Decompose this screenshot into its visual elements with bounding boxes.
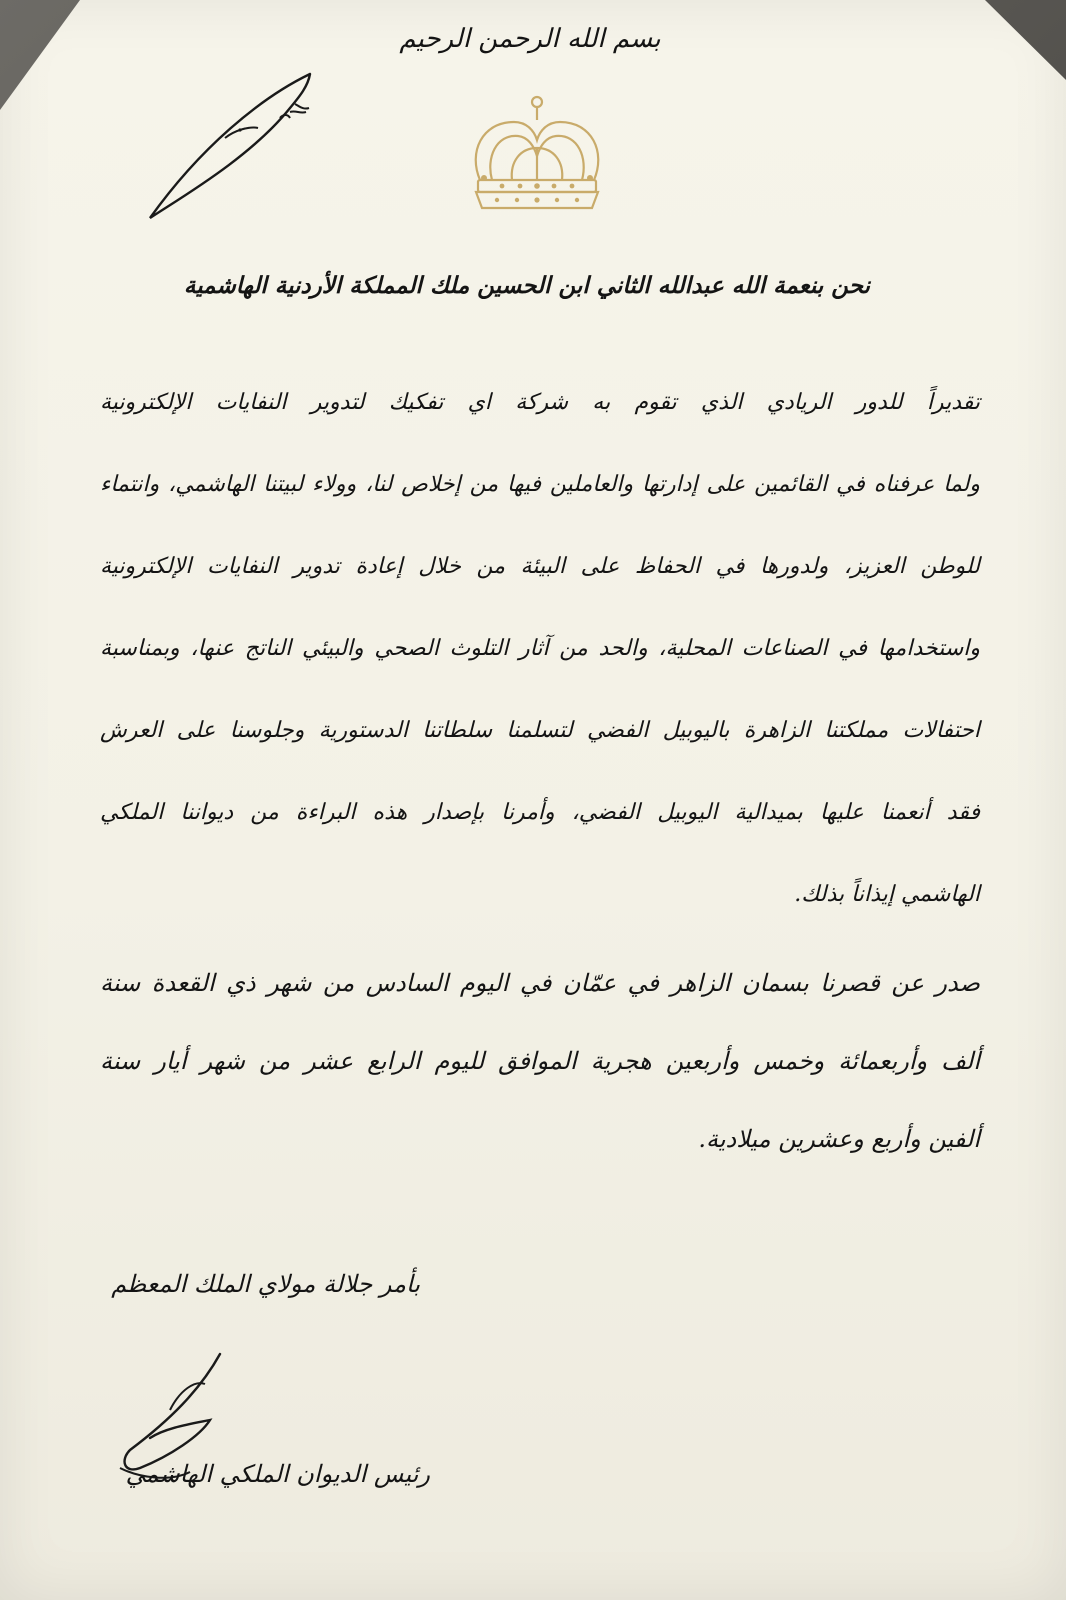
- body-line: للوطن العزيز، ولدورها في الحفاظ على البيئة من خلال إعادة تدوير النفايات الإلكترونية: [100, 554, 980, 579]
- body-line: احتفالات مملكتنا الزاهرة باليوبيل الفضي لتسلمنا سلطاتنا الدستورية وجلوسنا على العرش: [100, 718, 980, 743]
- closing-line: ألف وأربعمائة وخمس وأربعين هجرية الموافق لليوم الرابع عشر من شهر أيار سنة: [100, 1047, 980, 1075]
- royal-signature: [140, 68, 330, 228]
- chief-title: رئيس الديوان الملكي الهاشمي: [125, 1460, 430, 1488]
- decree-body: [100, 378, 980, 952]
- body-line: الهاشمي إيذاناً بذلك.: [794, 882, 980, 907]
- royal-title: نحن بنعمة الله عبدالله الثاني ابن الحسين ملك المملكة الأردنية الهاشمية: [183, 272, 870, 299]
- body-line: تقديراً للدور الريادي الذي تقوم به شركة اي تفكيك لتدوير النفايات الإلكترونية: [100, 390, 980, 415]
- issue-date-paragraph: [100, 958, 980, 1192]
- closing-line: صدر عن قصرنا بسمان الزاهر في عمّان في اليوم السادس من شهر ذي القعدة سنة: [100, 969, 980, 997]
- body-line: واستخدامها في الصناعات المحلية، والحد من آثار التلوث الصحي والبيئي الناتج عنها، وبمناسبة: [100, 636, 980, 661]
- body-line: ولما عرفناه في القائمين على إدارتها والعاملين فيها من إخلاص لنا، وولاء لبيتنا الهاشمي، وانتماء: [100, 472, 980, 497]
- closing-line: ألفين وأربع وعشرين ميلادية.: [698, 1125, 980, 1153]
- body-line: فقد أنعمنا عليها بميدالية اليوبيل الفضي، وأمرنا بإصدار هذه البراءة من ديواننا الملكي: [100, 800, 980, 825]
- basmala-heading: بسم الله الرحمن الرحيم: [399, 24, 661, 54]
- crown-emblem: [462, 92, 612, 217]
- order-line: بأمر جلالة مولاي الملك المعظم: [111, 1270, 420, 1298]
